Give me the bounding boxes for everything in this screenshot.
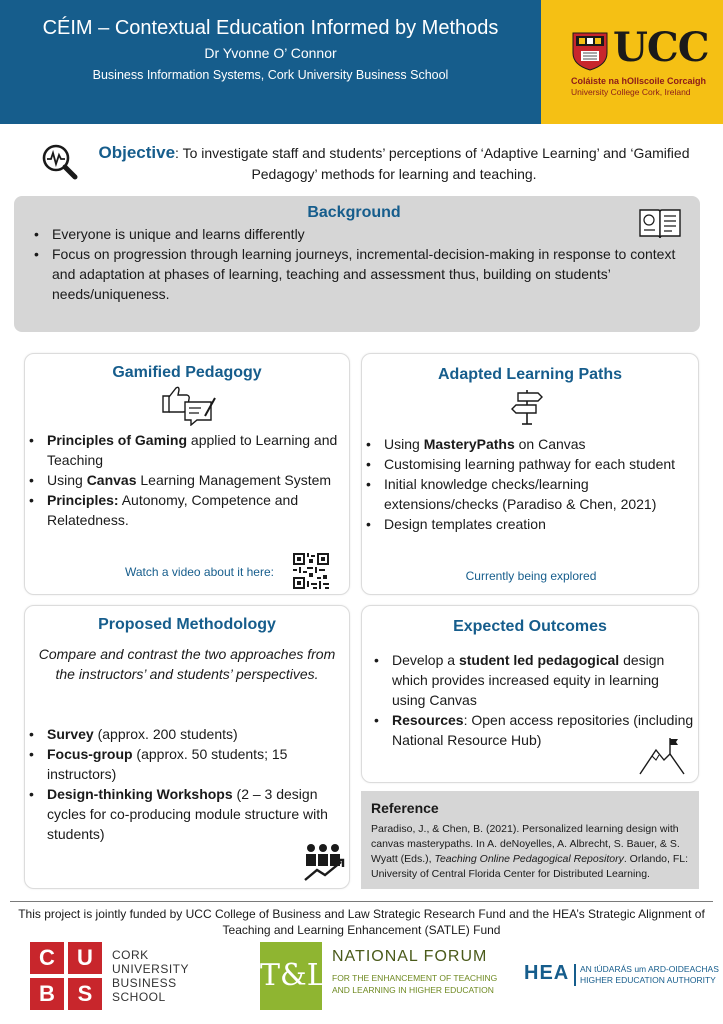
reference-title: Reference [371, 800, 439, 816]
methodology-intro: Compare and contrast the two approaches from the instructors’ and students’ perspectives. [38, 646, 336, 682]
signpost-icon [510, 386, 546, 426]
objective-label: Objective [98, 143, 176, 162]
cubs-letter: U [68, 942, 102, 974]
national-forum-subtitle: FOR THE ENHANCEMENT OF TEACHING AND LEARNING IN HIGHER EDUCATION [332, 973, 498, 995]
national-forum-title: NATIONAL FORUM [332, 948, 488, 965]
author-name: Dr Yvonne O’ Connor [204, 45, 337, 61]
ucc-logo [541, 0, 723, 124]
hea-name: AN tÚDARÁS um ARD-OIDEACHAS HIGHER EDUCATION AUTHORITY [580, 964, 719, 985]
background-list [30, 224, 678, 304]
list-item: • Design templates creation [362, 514, 692, 534]
list-item: • Principles of Gaming applied to Learning and Teaching [25, 430, 343, 470]
cubs-letter: B [30, 978, 64, 1010]
proposed-methodology-title: Proposed Methodology [98, 616, 276, 633]
ucc-irish-name: Coláiste na hOllscoile Corcaigh [571, 76, 707, 86]
hea-divider [574, 964, 576, 986]
list-item: • Survey (approx. 200 students) [25, 724, 343, 744]
poster-header [0, 0, 723, 124]
objective-description: : To investigate staff and students’ perceptions of ‘Adaptive Learning’ and ‘Gamified Pedagogy’ methods for learning and teaching. [175, 145, 690, 182]
reference-citation: Paradiso, J., & Chen, B. (2021). Personalized learning design with canvas masterypaths. In A. deNoyelles, A. Albrecht, S. Bauer, & S. Wyatt (Eds.), Teaching Online Pedagogical Repository. Orlando, FL: University of Central Florida Center for Distributed Learning. [371, 823, 689, 880]
list-item: • Using MasteryPaths on Canvas [362, 434, 692, 454]
qr-code-icon[interactable] [291, 551, 331, 591]
status-text: Currently being explored [465, 569, 597, 583]
search-pulse-icon [40, 142, 80, 180]
proposed-methodology-card [24, 605, 350, 889]
list-item: • Focus-group (approx. 50 students; 15 instructors) [25, 744, 343, 784]
cubs-name: CORK UNIVERSITY BUSINESS SCHOOL [112, 948, 190, 1004]
list-item: • Resources: Open access repositories (including National Resource Hub) [370, 710, 696, 750]
objective-text [84, 142, 704, 185]
background-section [14, 196, 700, 332]
list-item: • Initial knowledge checks/learning extensions/checks (Paradiso & Chen, 2021) [362, 474, 692, 514]
funding-statement: This project is jointly funded by UCC College of Business and Law Strategic Research Fund and the HEA’s Strategic Alignment of Teaching and Learning Enhancement (SATLE) Fund [10, 901, 713, 938]
list-item: • Design-thinking Workshops (2 – 3 design cycles for co-producing module structure with students) [25, 784, 343, 844]
list-item: • Everyone is unique and learns differently [30, 224, 678, 244]
list-item: • Develop a student led pedagogical design which provides increased equity in learning using Canvas [370, 650, 696, 710]
thumbs-up-feedback-icon [161, 384, 217, 426]
adapted-learning-paths-card [361, 353, 699, 595]
cubs-grid [30, 942, 104, 1010]
cubs-letter: C [30, 942, 64, 974]
objective-section [40, 140, 700, 188]
hea-mark: HEA [524, 962, 570, 984]
author-affiliation: Business Information Systems, Cork University Business School [92, 68, 449, 82]
mountain-flag-icon [638, 736, 686, 776]
ucc-crest-icon [571, 31, 609, 71]
methodology-list [25, 724, 343, 844]
list-item: • Focus on progression through learning journeys, incremental-decision-making in response to context and adaptation at phases of learning, teaching and assessment thus, building on students’ needs/uniqueness. [30, 244, 678, 304]
national-forum-mark: T&L [260, 942, 322, 1010]
adapted-learning-paths-list [362, 434, 692, 534]
ucc-wordmark: UCC [613, 24, 709, 71]
gamified-pedagogy-card [24, 353, 350, 595]
header-banner [0, 0, 541, 124]
background-title: Background [307, 204, 401, 221]
video-link-text: Watch a video about it here: [125, 565, 274, 579]
adapted-learning-paths-title: Adapted Learning Paths [437, 366, 623, 383]
expected-outcomes-title: Expected Outcomes [453, 618, 607, 635]
gamified-pedagogy-list [25, 430, 343, 530]
list-item: • Using Canvas Learning Management System [25, 470, 343, 490]
list-item: • Customising learning pathway for each student [362, 454, 692, 474]
cubs-letter: S [68, 978, 102, 1010]
list-item: • Principles: Autonomy, Competence and Relatedness. [25, 490, 343, 530]
gamified-pedagogy-title: Gamified Pedagogy [112, 364, 262, 381]
team-growth-icon [303, 842, 347, 882]
reference-section [361, 791, 699, 889]
poster-title: CÉIM – Contextual Education Informed by Methods [42, 17, 499, 39]
outcomes-list [370, 650, 696, 750]
expected-outcomes-card [361, 605, 699, 783]
ucc-english-name: University College Cork, Ireland [571, 87, 691, 97]
